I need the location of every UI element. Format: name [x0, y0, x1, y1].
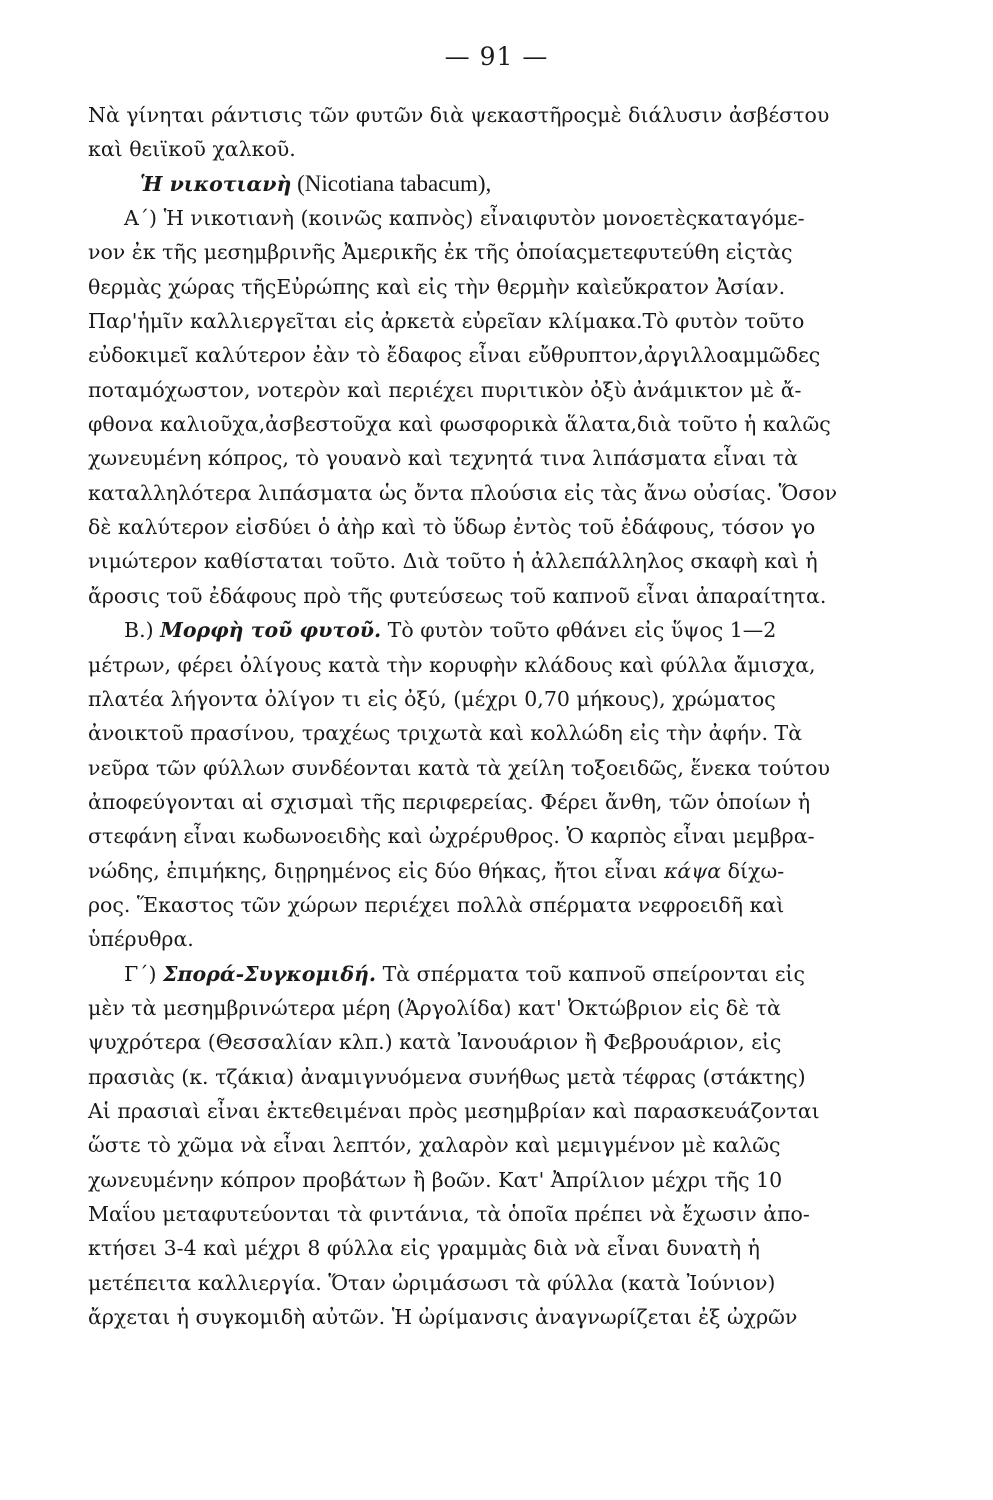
subsection-label: Γ΄) — [124, 961, 157, 986]
text-fragment: νώδης, ἐπιμήκης, διῃρημένος εἰς δύο θήκας, ἤτοι εἶναι — [88, 858, 664, 883]
heading-title: Ἡ νικοτιανὴ — [140, 171, 292, 196]
text-line: πλατέα λήγοντα ὀλίγον τι εἰς ὀξύ, (μέχρι 0,70 μήκους), χρώματος — [88, 686, 776, 711]
text-fragment: δίχω- — [721, 858, 785, 883]
body-text — [88, 98, 876, 1334]
subsection-label: Β.) — [124, 618, 154, 643]
text-line: Νὰ γίνηται ράντισις τῶν φυτῶν διὰ ψεκαστῆροςμὲ διάλυσιν ἀσβέστου — [88, 103, 830, 127]
text-line: φθονα καλιοῦχα,ἀσβεστοῦχα καὶ φωσφορικὰ ἅλατα,διὰ τοῦτο ἡ καλῶς — [88, 412, 831, 437]
text-line: εὐδοκιμεῖ καλύτερον ἐὰν τὸ ἔδαφος εἶναι εὔθρυπτον,ἀργιλλοαμμῶδες — [88, 343, 821, 368]
text-line: κτήσει 3-4 καὶ μέχρι 8 φύλλα εἰς γραμμὰς διὰ νὰ εἶναι δυνατὴ ἡ — [88, 1236, 760, 1261]
text-line: ποταμόχωστον, νοτερὸν καὶ περιέχει πυριτικὸν ὀξὺ ἀνάμικτον μὲ ἄ- — [88, 377, 802, 402]
text-line: πρασιὰς (κ. τζάκια) ἀναμιγνυόμενα συνήθως μετὰ τέφρας (στάκτης) — [88, 1064, 806, 1089]
text-line: ἄρχεται ἡ συγκομιδὴ αὐτῶν. Ἡ ὠρίμανσις ἀναγνωρίζεται ἐξ ὠχρῶν — [88, 1305, 798, 1330]
text-line: Α΄) Ἡ νικοτιανὴ (κοινῶς καπνὸς) εἶναιφυτὸν μονοετὲςκαταγόμε- — [124, 206, 805, 231]
text-line: ἀποφεύγονται αἱ σχισμαὶ τῆς περιφερείας. Φέρει ἄνθη, τῶν ὁποίων ἡ — [88, 789, 811, 814]
section-heading — [88, 167, 876, 201]
subsection-b-first-line — [88, 613, 876, 647]
subsection-c-first-line — [88, 957, 876, 991]
text-line: Μαΐου μεταφυτεύονται τὰ φιντάνια, τὰ ὁποῖα πρέπει νὰ ἔχωσιν ἀπο- — [88, 1202, 810, 1226]
text-line: καταλληλότερα λιπάσματα ὡς ὄντα πλούσια εἰς τὰς ἄνω οὐσίας. Ὅσον — [88, 480, 838, 505]
text-line: καὶ θειϊκοῦ χαλκοῦ. — [88, 137, 296, 162]
text-line: ὥστε τὸ χῶμα νὰ εἶναι λεπτόν, χαλαρὸν καὶ μεμιγμένον μὲ καλῶς — [88, 1133, 781, 1158]
text-line: μετέπειτα καλλιεργία. Ὅταν ὠριμάσωσι τὰ φύλλα (κατὰ Ἰούνιον) — [88, 1270, 776, 1295]
heading-latin-name: (Nicotiana tabacum), — [291, 170, 492, 196]
text-line: ἀνοικτοῦ πρασίνου, τραχέως τριχωτὰ καὶ κολλώδη εἰς τὴν ἀφήν. Τὰ — [88, 721, 803, 746]
text-line: στεφάνη εἶναι κωδωνοειδὴς καὶ ὠχρέρυθρος. Ὁ καρπὸς εἶναι μεμβρα- — [88, 824, 815, 849]
text-line: θερμὰς χώρας τῆςΕὐρώπης καὶ εἰς τὴν θερμὴν καὶεὔκρατον Ἀσίαν. — [88, 274, 786, 299]
text-line: νιμώτερον καθίσταται τοῦτο. Διὰ τοῦτο ἡ ἀλλεπάλληλος σκαφὴ καὶ ἡ — [88, 549, 818, 574]
page-number: — 91 — — [444, 42, 549, 71]
text-line: Αἱ πρασιαὶ εἶναι ἐκτεθειμέναι πρὸς μεσημβρίαν καὶ παρασκευάζονται — [88, 1098, 820, 1123]
text-line: μέτρων, φέρει ὀλίγους κατὰ τὴν κορυφὴν κλάδους καὶ φύλλα ἄμισχα, — [88, 652, 816, 677]
text-line: ψυχρότερα (Θεσσαλίαν κλπ.) κατὰ Ἰανουάριον ἢ Φεβρουάριον, εἰς — [88, 1030, 782, 1055]
text-line: χωνευμένην κόπρον προβάτων ἢ βοῶν. Κατ' Ἀπρίλιον μέχρι τῆς 10 — [88, 1167, 783, 1192]
text-line: Παρ'ἡμῖν καλλιεργεῖται εἰς ἀρκετὰ εὐρεῖαν κλίμακα.Τὸ φυτὸν τοῦτο — [88, 309, 805, 334]
text-line: ἄροσις τοῦ ἐδάφους πρὸ τῆς φυτεύσεως τοῦ καπνοῦ εἶναι ἀπαραίτητα. — [88, 583, 827, 608]
emphasized-word: κάψα — [663, 858, 722, 883]
text-line: ὑπέρυθρα. — [88, 927, 194, 952]
text-fragment: Τὸ φυτὸν τοῦτο φθάνει εἰς ὕψος 1—2 — [381, 618, 777, 643]
text-fragment: Τὰ σπέρματα τοῦ καπνοῦ σπείρονται εἰς — [376, 961, 806, 986]
text-line: δὲ καλύτερον εἰσδύει ὁ ἀὴρ καὶ τὸ ὕδωρ ἐντὸς τοῦ ἐδάφους, τόσον γο — [88, 515, 816, 540]
subsection-title: Σπορά-Συγκομιδή. — [163, 961, 377, 986]
text-line: νον ἐκ τῆς μεσημβρινῆς Ἀμερικῆς ἐκ τῆς ὁποίαςμετεφυτεύθη εἰςτὰς — [88, 240, 793, 265]
text-line: μὲν τὰ μεσημβρινώτερα μέρη (Ἀργολίδα) κατ' Ὀκτώβριον εἰς δὲ τὰ — [88, 995, 781, 1020]
text-line: χωνευμένη κόπρος, τὸ γουανὸ καὶ τεχνητά τινα λιπάσματα εἶναι τὰ — [88, 446, 798, 471]
text-line: νεῦρα τῶν φύλλων συνδέονται κατὰ τὰ χείλη τοξοειδῶς, ἕνεκα τούτου — [88, 755, 830, 780]
text-line-with-emphasis — [88, 854, 876, 888]
subsection-title: Μορφὴ τοῦ φυτοῦ. — [160, 618, 382, 643]
text-line: ρος. Ἕκαστος τῶν χώρων περιέχει πολλὰ σπέρματα νεφροειδῆ καὶ — [88, 892, 785, 917]
